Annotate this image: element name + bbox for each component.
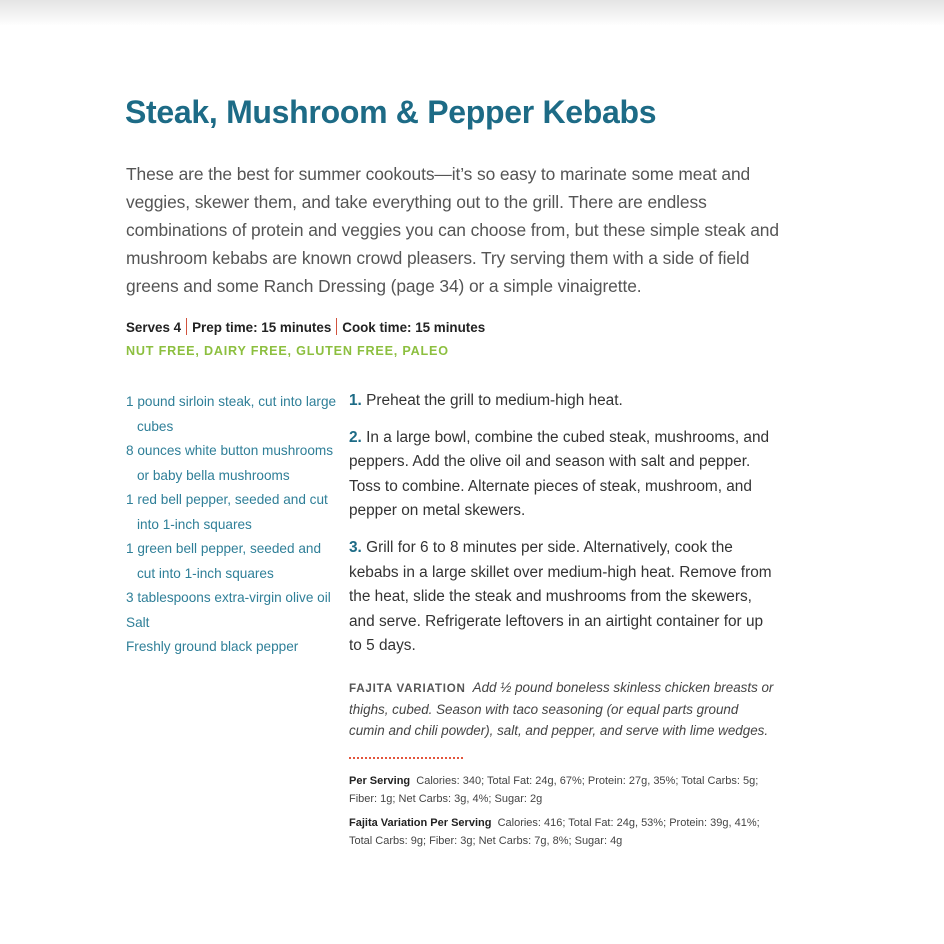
ingredient-item: Freshly ground black pepper — [126, 639, 299, 654]
prep-time: Prep time: 15 minutes — [192, 320, 332, 335]
serves: Serves 4 — [126, 320, 182, 335]
ingredient-item: Salt — [126, 614, 150, 630]
step-2 — [349, 426, 775, 524]
variation-text: Add ½ pound boneless skinless chicken breasts or thighs, cubed. Season with taco seasoning (or equal parts ground cumin and chili powder), salt, and pepper, and serve with lime wedges. — [349, 679, 774, 738]
ingredient-item: 8 ounces white button mushrooms or baby bella mushrooms — [126, 443, 334, 483]
step-1 — [349, 389, 775, 414]
nutrition-label: Per Serving — [349, 774, 411, 787]
ingredient-list — [126, 390, 338, 660]
recipe-intro: These are the best for summer cookouts—it’s so easy to marinate some meat and veggies, skewer them, and take everything out to the grill. There are endless combinations of protein and veggies you can choose from, but these simple steak and mushroom kebabs are known crowd pleasers. Try serving them with a side of field greens and some Ranch Dressing (page 34) or a simple vinaigrette. — [126, 164, 779, 296]
ingredient-item: 3 tablespoons extra-virgin olive oil — [126, 590, 331, 605]
ingredient-item: 1 red bell pepper, seeded and cut into 1-inch squares — [126, 492, 328, 532]
step-text: Preheat the grill to medium-high heat. — [366, 392, 623, 409]
ingredient-item: 1 green bell pepper, seeded and cut into 1-inch squares — [126, 541, 322, 581]
diet-tags: NUT FREE, DAIRY FREE, GLUTEN FREE, PALEO — [126, 344, 449, 358]
variation-label: FAJITA VARIATION — [349, 681, 466, 695]
meta-divider — [336, 318, 337, 335]
nutrition-label: Fajita Variation Per Serving — [349, 816, 492, 829]
nutrition-text: Calories: 340; Total Fat: 24g, 67%; Protein: 27g, 35%; Total Carbs: 5g; Fiber: 1g; Net Carbs: 3g, 4%; Sugar: 2g — [349, 774, 759, 806]
meta-divider — [186, 318, 187, 335]
step-text: Grill for 6 to 8 minutes per side. Alternatively, cook the kebabs in a large skillet over medium-high heat. Remove from the heat, slide the steak and mushrooms from the skewers, and serve. Refrigerate leftovers in an airtight container for up to 5 days. — [349, 538, 772, 655]
cook-time: Cook time: 15 minutes — [342, 320, 486, 335]
recipe-meta — [126, 318, 626, 335]
dotted-divider — [349, 757, 463, 762]
step-number: 3. — [349, 538, 362, 556]
page-top-shadow — [0, 0, 944, 26]
step-text: In a large bowl, combine the cubed steak, mushrooms, and peppers. Add the olive oil and season with salt and pepper. Toss to combine. Alternate pieces of steak, mushroom, and pepper on metal skewers. — [349, 428, 770, 520]
instructions — [349, 389, 775, 851]
fajita-variation — [349, 677, 775, 741]
step-number: 2. — [349, 428, 362, 446]
ingredient-item: 1 pound sirloin steak, cut into large cubes — [126, 394, 337, 434]
nutrition-per-serving — [349, 772, 775, 809]
recipe-title: Steak, Mushroom & Pepper Kebabs — [125, 94, 657, 130]
step-number: 1. — [349, 392, 362, 409]
nutrition-text: Calories: 416; Total Fat: 24g, 53%; Protein: 39g, 41%; Total Carbs: 9g; Fiber: 3g; Net Carbs: 7g, 8%; Sugar: 4g — [349, 816, 760, 848]
step-3 — [349, 536, 775, 659]
nutrition-fajita-variation — [349, 814, 775, 851]
